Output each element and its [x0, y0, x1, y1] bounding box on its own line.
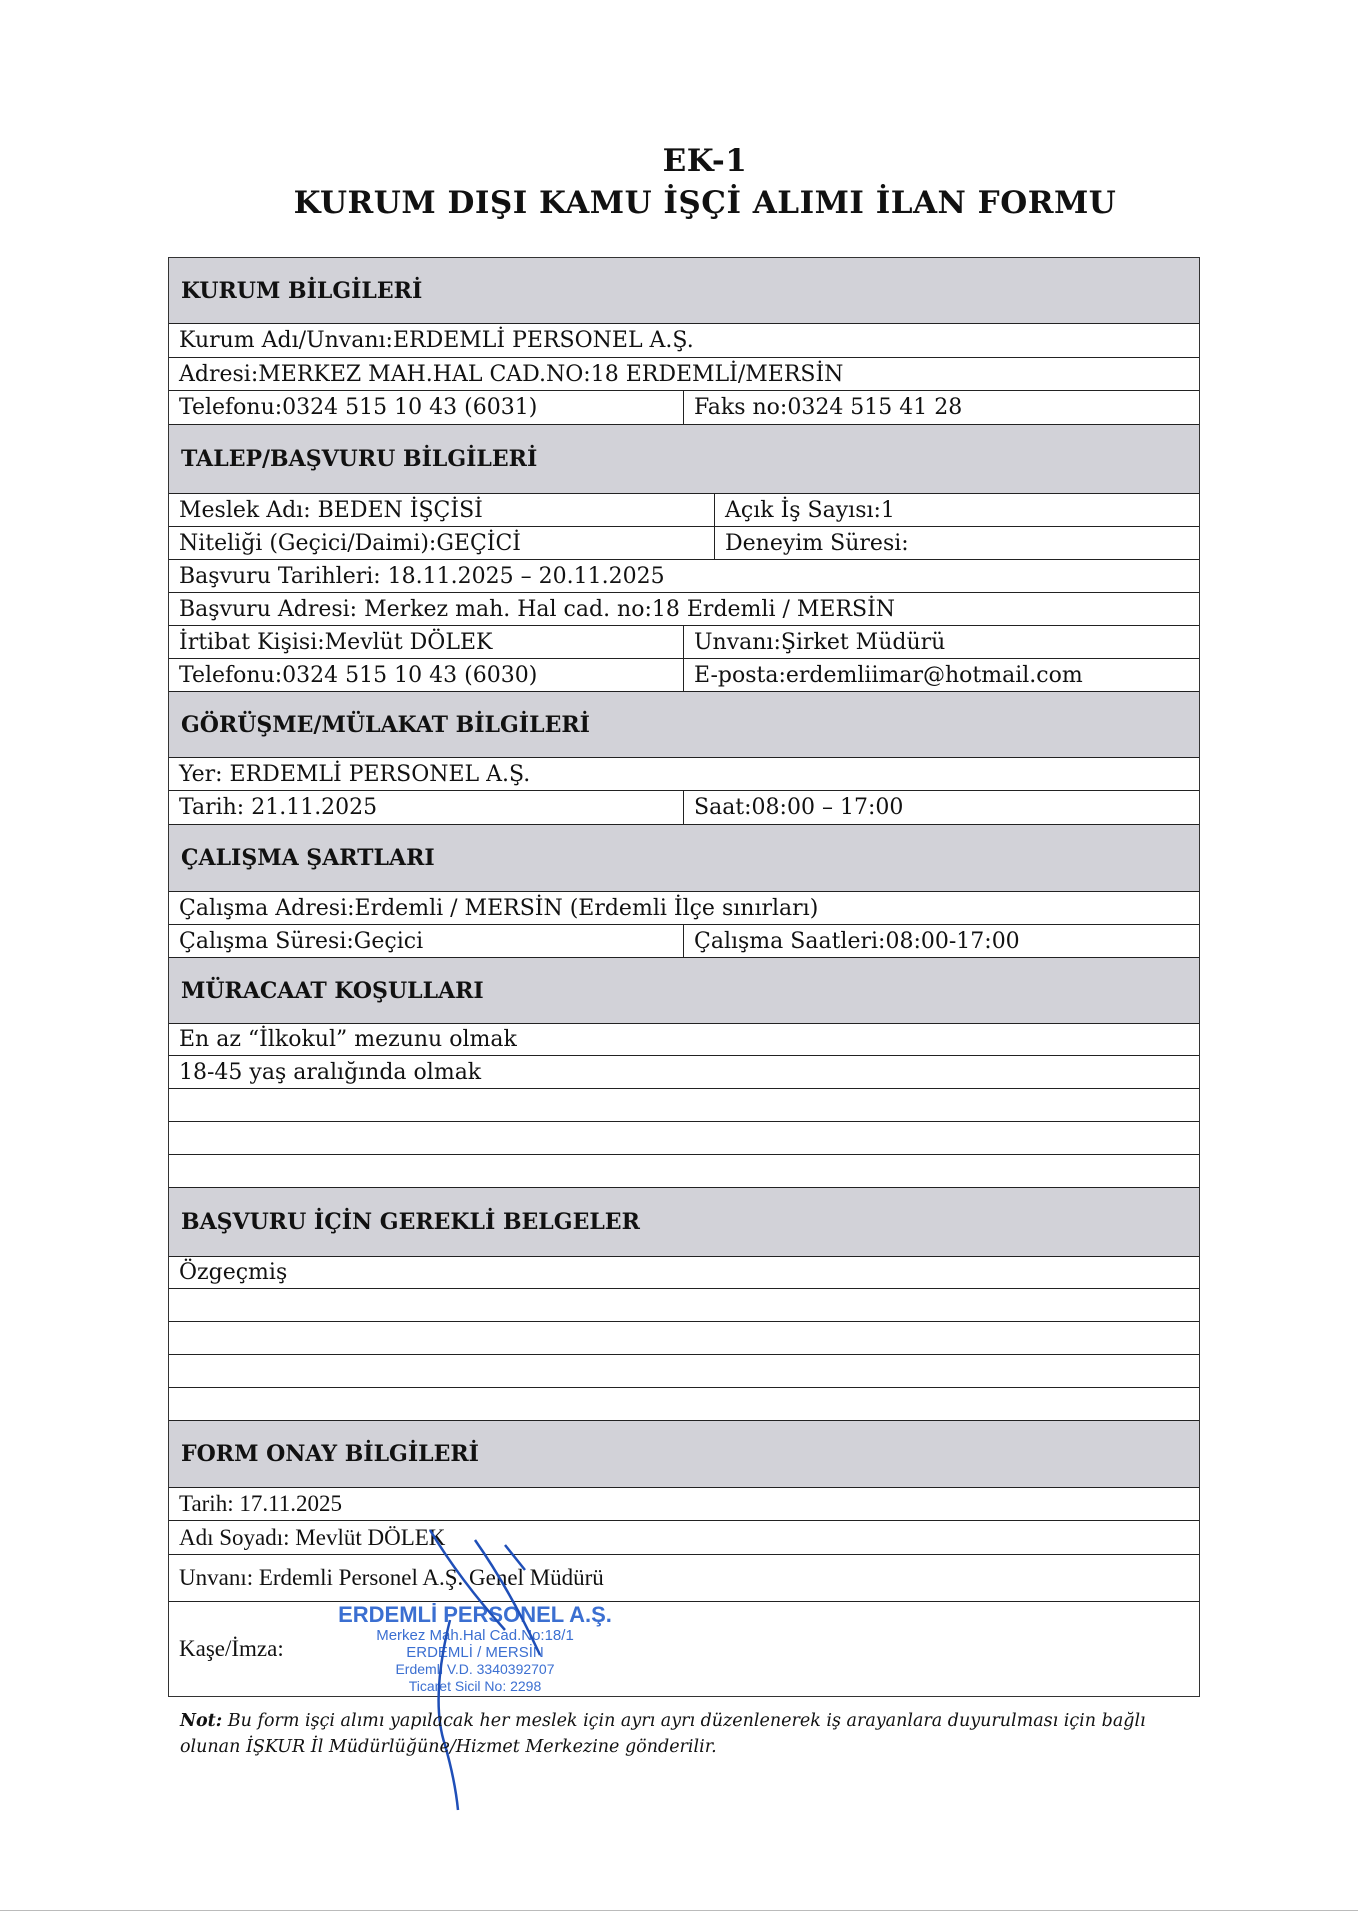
form-field: Özgeçmiş — [179, 1260, 288, 1285]
form-field: Çalışma Süresi:Geçici — [179, 928, 424, 954]
form-field: E-posta:erdemliimar@hotmail.com — [683, 659, 1199, 691]
form-field — [169, 1122, 1199, 1154]
section-header: FORM ONAY BİLGİLERİ — [169, 1420, 1199, 1487]
form-row — [169, 1554, 1199, 1601]
company-stamp — [330, 1603, 620, 1695]
form-row — [169, 891, 1199, 924]
footnote-line-1 — [180, 1710, 1146, 1732]
form-field: Telefonu:0324 515 10 43 (6031) — [179, 395, 538, 420]
form-field: Başvuru Tarihleri: 18.11.2025 – 20.11.2025 — [179, 563, 665, 589]
form-row — [169, 592, 1199, 625]
section-header: GÖRÜŞME/MÜLAKAT BİLGİLERİ — [169, 691, 1199, 757]
form-row — [169, 323, 1199, 357]
form-row — [169, 493, 1199, 526]
form-field: Adı Soyadı: Mevlüt DÖLEK — [179, 1524, 446, 1550]
stamp-line-3: ERDEMLİ / MERSİN — [406, 1644, 544, 1661]
form-title: KURUM DIŞI KAMU İŞÇİ ALIMI İLAN FORMU — [293, 185, 1117, 221]
form-row — [169, 1121, 1199, 1154]
form-field: Faks no:0324 515 41 28 — [683, 391, 1199, 424]
section-header: MÜRACAAT KOŞULLARI — [169, 957, 1199, 1023]
form-row — [169, 1601, 1199, 1696]
page-bottom-divider — [0, 1910, 1358, 1911]
form-field — [169, 1089, 1199, 1121]
form-row — [169, 390, 1199, 424]
form-field: Telefonu:0324 515 10 43 (6030) — [179, 662, 538, 688]
form-field: Tarih: 17.11.2025 — [179, 1491, 342, 1516]
form-field: Tarih: 21.11.2025 — [179, 795, 378, 820]
form-row — [169, 1055, 1199, 1088]
form-row — [169, 526, 1199, 559]
section-header: BAŞVURU İÇİN GEREKLİ BELGELER — [169, 1187, 1199, 1256]
form-field: Niteliği (Geçici/Daimi):GEÇİCİ — [179, 530, 521, 556]
form-field: Unvanı: Erdemli Personel A.Ş. Genel Müdürü — [179, 1565, 604, 1590]
section-header: KURUM BİLGİLERİ — [169, 258, 1199, 323]
form-row — [169, 658, 1199, 691]
form-row — [169, 924, 1199, 957]
form-field: Yer: ERDEMLİ PERSONEL A.Ş. — [179, 761, 531, 787]
form-field: Çalışma Saatleri:08:00-17:00 — [683, 925, 1199, 957]
form-row — [169, 1154, 1199, 1187]
form-field: Unvanı:Şirket Müdürü — [683, 626, 1199, 658]
section-header: ÇALIŞMA ŞARTLARI — [169, 824, 1199, 891]
form-field: Adresi:MERKEZ MAH.HAL CAD.NO:18 ERDEMLİ/MERSİN — [179, 361, 844, 387]
form-row — [169, 1023, 1199, 1055]
form-row — [169, 1321, 1199, 1354]
form-field: Saat:08:00 – 17:00 — [683, 791, 1199, 824]
form-field: İrtibat Kişisi:Mevlüt DÖLEK — [179, 629, 493, 655]
form-field — [169, 1322, 1199, 1354]
form-row — [169, 1354, 1199, 1387]
form-row — [169, 790, 1199, 824]
form-row — [169, 757, 1199, 790]
form-field — [169, 1155, 1199, 1187]
form-row — [169, 559, 1199, 592]
note-label: Not: — [180, 1711, 223, 1731]
form-field: Açık İş Sayısı:1 — [714, 494, 1199, 526]
form-row — [169, 1487, 1199, 1520]
form-field: En az “İlkokul” mezunu olmak — [179, 1027, 517, 1052]
form-row — [169, 1288, 1199, 1321]
stamp-line-2: Merkez Mah.Hal Cad.No:18/1 — [376, 1627, 574, 1644]
stamp-line-5: Ticaret Sicil No: 2298 — [408, 1678, 542, 1694]
stamp-line-1: ERDEMLİ PERSONEL A.Ş. — [338, 1602, 612, 1627]
form-row — [169, 625, 1199, 658]
form-field — [169, 1388, 1199, 1420]
form-field: Kurum Adı/Unvanı:ERDEMLİ PERSONEL A.Ş. — [179, 328, 694, 353]
form-field: Meslek Adı: BEDEN İŞÇİSİ — [179, 497, 483, 523]
note-text-1: Bu form işçi alımı yapılacak her meslek için ayrı ayrı düzenlenerek iş arayanlara duyurulması için bağlı — [222, 1711, 1146, 1731]
form-field — [169, 1355, 1199, 1387]
form-field: Deneyim Süresi: — [714, 527, 1199, 559]
form-row — [169, 357, 1199, 390]
form-field — [169, 1289, 1199, 1321]
stamp-line-4: Erdemli V.D. 3340392707 — [395, 1661, 555, 1677]
footnote-line-2: olunan İŞKUR İl Müdürlüğüne/Hizmet Merkezine gönderilir. — [180, 1737, 717, 1757]
form-row — [169, 1088, 1199, 1121]
section-header: TALEP/BAŞVURU BİLGİLERİ — [169, 424, 1199, 493]
form-field: Çalışma Adresi:Erdemli / MERSİN (Erdemli İlçe sınırları) — [179, 895, 819, 921]
form-row — [169, 1256, 1199, 1288]
form-row — [169, 1387, 1199, 1420]
form-field: 18-45 yaş aralığında olmak — [179, 1059, 482, 1085]
form-row — [169, 1520, 1199, 1554]
form-field: Kaşe/İmza: — [179, 1636, 284, 1661]
form-code: EK-1 — [662, 143, 748, 179]
form-field: Başvuru Adresi: Merkez mah. Hal cad. no:18 Erdemli / MERSİN — [179, 596, 896, 622]
announcement-form-table — [168, 257, 1200, 1697]
